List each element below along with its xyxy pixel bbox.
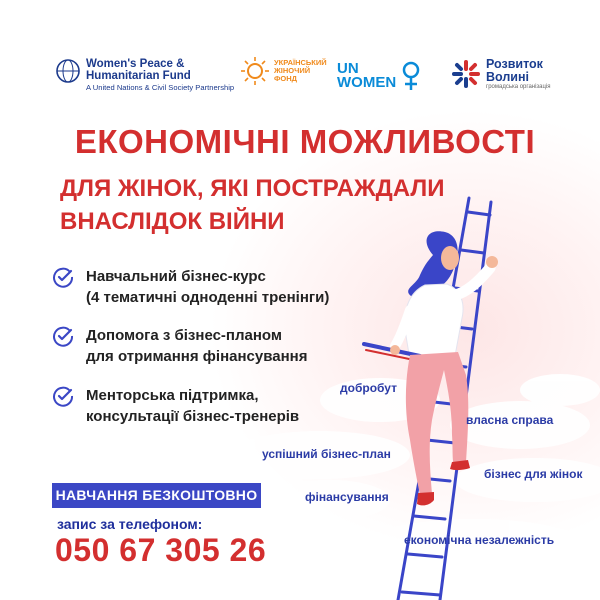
wpf-name-line2: Humanitarian Fund: [86, 70, 191, 83]
rv-line2: Волині: [486, 70, 529, 85]
star-burst-icon: [452, 60, 480, 88]
phone-label: запис за телефоном:: [57, 516, 203, 532]
subtitle-line2: ВНАСЛІДОК ВІЙНИ: [60, 208, 285, 235]
ufw-line1: УКРАЇНСЬКИЙ: [274, 58, 327, 68]
unw-line2: WOMEN: [337, 74, 397, 91]
cloud-label-biznes-dlya-zhinok: бізнес для жінок: [484, 467, 583, 481]
women-symbol-icon: [400, 60, 422, 92]
bullet-text-line2: консультації бізнес-тренерів: [86, 408, 300, 425]
bullet-item: [52, 266, 329, 308]
rv-line3: громадська організація: [486, 84, 551, 91]
check-circle-icon: [52, 325, 74, 347]
bullet-item: [52, 385, 299, 427]
bullet-text-line2: для отримання фінансування: [86, 348, 308, 365]
subtitle-line1: ДЛЯ ЖІНОК, ЯКІ ПОСТРАЖДАЛИ: [60, 175, 445, 202]
cloud-label-biznes-plan: успішний бізнес-план: [262, 447, 391, 461]
main-title: ЕКОНОМІЧНІ МОЖЛИВОСТІ: [74, 123, 536, 160]
wpf-tagline: A United Nations & Civil Society Partnership: [86, 83, 235, 93]
phone-number[interactable]: 050 67 305 26: [55, 532, 267, 568]
check-circle-icon: [52, 385, 74, 407]
free-training-banner: НАВЧАННЯ БЕЗКОШТОВНО: [52, 483, 261, 508]
ufw-line2: ЖІНОЧИЙ: [274, 66, 311, 76]
un-globe-icon: [55, 58, 81, 84]
unw-line1: UN: [337, 59, 359, 77]
un-women-logo: [337, 60, 422, 92]
ukrainian-womens-fund-logo: [240, 56, 327, 86]
cloud-label-dobrobut: добробут: [340, 381, 397, 395]
sun-icon: [240, 56, 270, 86]
bullet-text-line1: Навчальний бізнес-курс: [86, 268, 266, 285]
bullet-text-line2: (4 тематичні одноденні тренінги): [86, 289, 330, 306]
rozvytok-volyni-logo: [452, 58, 551, 91]
bullet-item: [52, 325, 307, 367]
cloud-label-vlasna-sprava: власна справа: [466, 413, 554, 427]
cloud-label-ekonomichna-nezalezhnist: економічна незалежність: [404, 533, 555, 547]
cloud-label-finansuvannya: фінансування: [305, 490, 389, 504]
ufw-line3: ФОНД: [274, 73, 297, 83]
bullet-text-line1: Менторська підтримка,: [86, 387, 259, 404]
wpf-name-line1: Women's Peace &: [86, 58, 185, 70]
womens-peace-fund-logo: [55, 58, 234, 92]
rv-line1: Розвиток: [486, 57, 543, 71]
check-circle-icon: [52, 266, 74, 288]
bullet-text-line1: Допомога з бізнес-планом: [86, 327, 282, 344]
